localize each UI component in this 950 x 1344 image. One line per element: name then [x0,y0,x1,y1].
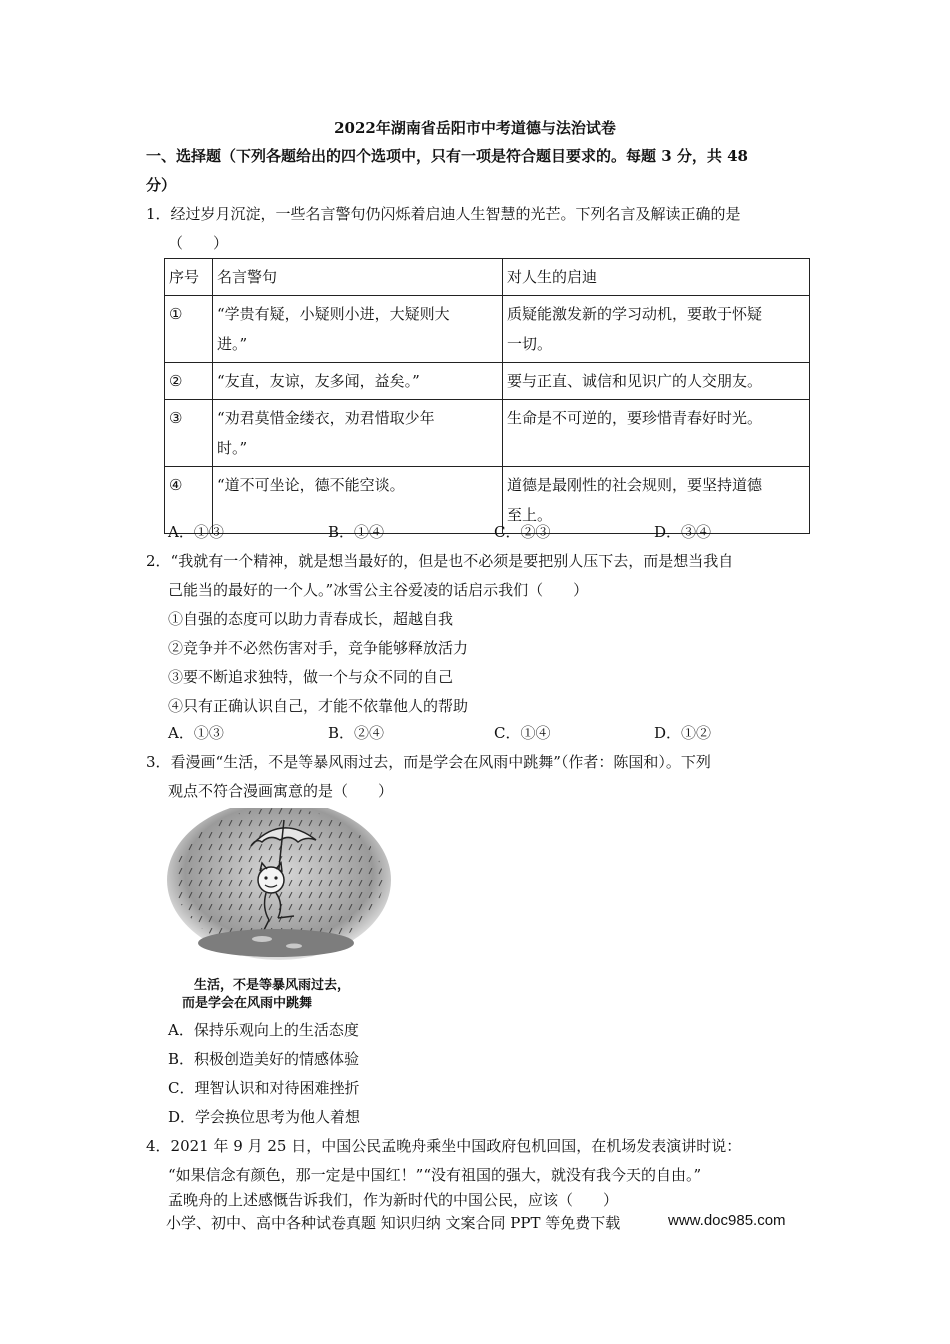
insight-cell: 道德是最刚性的社会规则，要坚持道德 至上。 [503,467,810,534]
q2-stem-line1: 2．“我就有一个精神，就是想当最好的，但是也不必须是要把别人压下去，而是想当我自 [146,552,734,570]
q3-option-b[interactable]: B．积极创造美好的情感体验 [168,1050,360,1068]
table-header-cell: 名言警句 [213,259,503,296]
q1-stem-line1: 1．经过岁月沉淀，一些名言警句仍闪烁着启迪人生智慧的光芒。下列名言及解读正确的是 [146,205,741,223]
footer-text: 小学、初中、高中各种试卷真题 知识归纳 文案合同 PPT 等免费下载 [166,1214,621,1232]
section-heading-line2: 分） [146,176,177,194]
table-row [165,467,810,534]
table-header-row [165,259,810,296]
q4-stem-line2: “如果信念有颜色，那一定是中国红！”“没有祖国的强大，就没有我今天的自由。” [168,1166,702,1184]
q2-statement: ②竞争并不必然伤害对手，竞争能够释放活力 [168,639,469,657]
table-header-cell: 对人生的启迪 [503,259,810,296]
quote-cell: “学贵有疑，小疑则小进，大疑则大 进。” [213,296,503,363]
table-row [165,363,810,400]
q4-stem-line3: 孟晚舟的上述感慨告诉我们，作为新时代的中国公民，应该（ ） [168,1191,619,1209]
cartoon-caption-line2: 而是学会在风雨中跳舞 [182,996,313,1011]
q2-statement: ④只有正确认识自己，才能不依靠他人的帮助 [168,697,469,715]
q1-option-a[interactable]: A．①③ [168,523,224,541]
quote-cell: “道不可坐论，德不能空谈。 [213,467,503,534]
q1-option-b[interactable]: B．①④ [328,523,385,541]
insight-cell: 生命是不可逆的，要珍惜青春好时光。 [503,400,810,467]
q3-stem-line2: 观点不符合漫画寓意的是（ ） [168,782,394,800]
q2-option-a[interactable]: A．①③ [168,724,224,742]
table-row [165,400,810,467]
q2-statement: ③要不断追求独特，做一个与众不同的自己 [168,668,454,686]
row-number: ④ [165,467,213,534]
footer-site-link[interactable]: www.doc985.com [668,1212,786,1229]
quote-cell: “友直，友谅，友多闻，益矣。” [213,363,503,400]
q3-stem-line1: 3．看漫画“生活，不是等暴风雨过去，而是学会在风雨中跳舞”（作者：陈国和）。下列 [146,753,711,771]
q1-option-c[interactable]: C．②③ [494,523,551,541]
q2-stem-line2: 己能当的最好的一个人。”冰雪公主谷爱凌的话启示我们（ ） [168,581,589,599]
q2-option-d[interactable]: D．①② [654,724,712,742]
section-heading-line1: 一、选择题（下列各题给出的四个选项中，只有一项是符合题目要求的。每题 3 分，共 48 [146,147,748,165]
insight-cell: 质疑能激发新的学习动机，要敢于怀疑 一切。 [503,296,810,363]
q2-statement: ①自强的态度可以助力青春成长，超越自我 [168,610,454,628]
row-number: ② [165,363,213,400]
q2-option-c[interactable]: C．①④ [494,724,551,742]
q4-stem-line1: 4．2021 年 9 月 25 日，中国公民孟晚舟乘坐中国政府包机回国，在机场发表演讲时说： [146,1137,742,1155]
page-title: 2022年湖南省岳阳市中考道德与法治试卷 [334,119,616,137]
insight-cell: 要与正直、诚信和见识广的人交朋友。 [503,363,810,400]
cartoon-caption-line1: 生活，不是等暴风雨过去， [194,978,351,993]
q1-stem-line2: （ ） [168,234,229,252]
q3-option-d[interactable]: D．学会换位思考为他人着想 [168,1108,361,1126]
q3-option-c[interactable]: C．理智认识和对待困难挫折 [168,1079,360,1097]
q3-option-a[interactable]: A．保持乐观向上的生活态度 [168,1021,359,1039]
cartoon-figure [166,808,392,1011]
row-number: ③ [165,400,213,467]
row-number: ① [165,296,213,363]
table-row [165,296,810,363]
q1-option-d[interactable]: D．③④ [654,523,712,541]
q1-quote-table [164,258,810,534]
table-header-cell: 序号 [165,259,213,296]
quote-cell: “劝君莫惜金缕衣，劝君惜取少年 时。” [213,400,503,467]
cartoon-illustration [166,808,392,970]
q2-option-b[interactable]: B．②④ [328,724,385,742]
